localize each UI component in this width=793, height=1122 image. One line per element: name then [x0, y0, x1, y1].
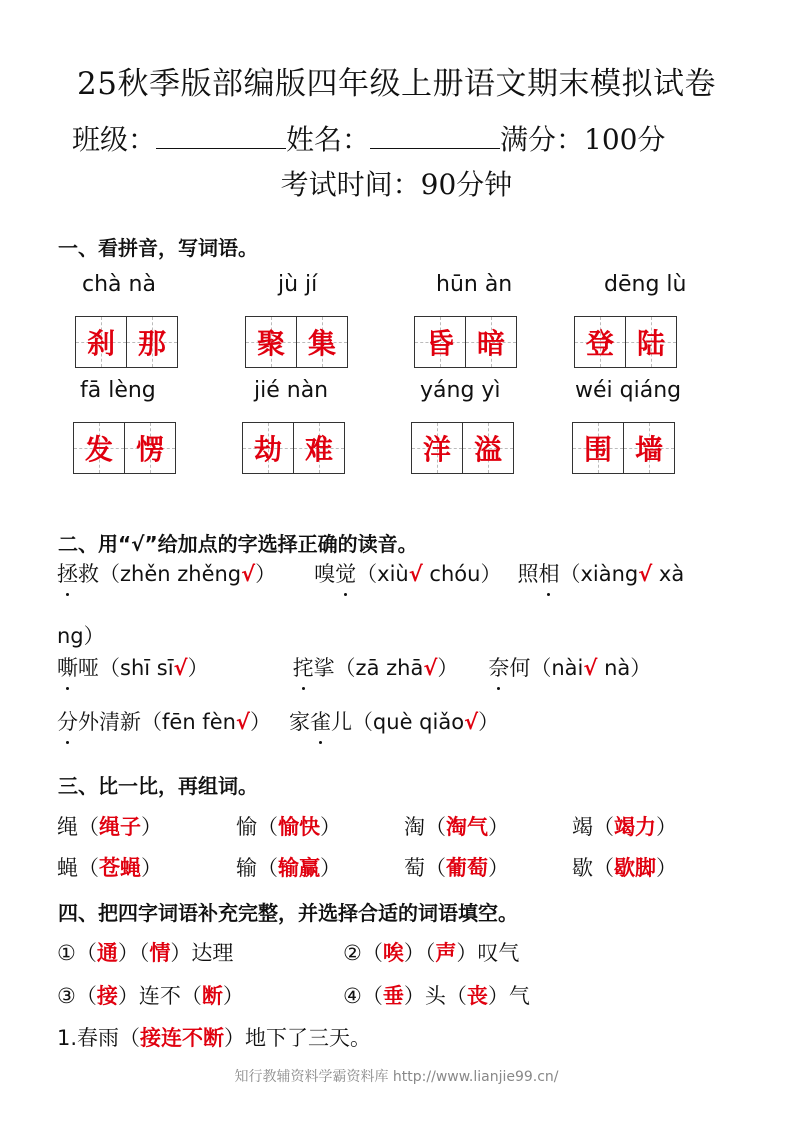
reading-text: ） — [478, 710, 500, 734]
idiom-answer[interactable]: 情 — [149, 941, 171, 965]
reading-text: ） — [255, 562, 277, 586]
idiom-text: ）（ — [117, 941, 150, 965]
reading-text: （xiàng — [559, 562, 639, 586]
dotted-char: 奈 — [488, 652, 509, 682]
dotted-char: 嘶 — [57, 652, 78, 682]
section-4-heading: 四、把四字词语补充完整，并选择合适的词语填空。 — [58, 901, 518, 925]
compare-answer[interactable]: 歇脚 — [614, 856, 656, 880]
name-label: 姓名： — [286, 123, 371, 156]
compare-char: 淘（ — [404, 815, 446, 839]
time-label: 考试时间：90分钟 — [280, 168, 513, 201]
reading-line-1-wrap: ng） — [57, 624, 105, 648]
idiom-text: ）叹气 — [456, 941, 520, 965]
char-box-8[interactable] — [572, 422, 675, 474]
idiom-text: ）头（ — [403, 984, 467, 1008]
compare-item-5 — [57, 852, 162, 882]
compare-close: ） — [320, 856, 341, 880]
idiom-text: ） — [222, 984, 244, 1008]
section-3-heading: 三、比一比，再组词。 — [58, 774, 258, 798]
idiom-text: ）连不（ — [117, 984, 202, 1008]
idiom-answer[interactable]: 通 — [96, 941, 118, 965]
idiom-text: ）气 — [487, 984, 530, 1008]
header-info — [72, 118, 665, 158]
sentence-text: 1.春雨（ — [57, 1026, 141, 1050]
pinyin-5: fā lèng — [80, 378, 156, 403]
reading-text: 救（zhěn zhěng — [78, 562, 242, 586]
compare-char: 蝇（ — [57, 856, 99, 880]
pinyin-3: hūn àn — [436, 272, 513, 297]
name-blank[interactable] — [370, 124, 500, 149]
idiom-answer[interactable]: 唉 — [382, 941, 404, 965]
class-blank[interactable] — [156, 124, 286, 149]
reading-text: xà — [652, 562, 685, 586]
compare-char: 愉（ — [236, 815, 278, 839]
reading-text: ） — [249, 710, 271, 734]
sentence-text: ）地下了三天。 — [224, 1026, 372, 1050]
dotted-char: 拯 — [57, 558, 78, 588]
footer-watermark: 知行教辅资料学霸资料库 http://www.lianjie99.cn/ — [234, 1069, 559, 1085]
compare-close: ） — [141, 815, 162, 839]
box-char: 聚 — [256, 327, 285, 360]
check-mark[interactable]: √ — [423, 656, 438, 680]
reading-text: 照 — [517, 562, 539, 586]
dotted-char: 分 — [57, 706, 78, 736]
compare-close: ） — [656, 856, 677, 880]
char-box-5[interactable] — [73, 422, 176, 474]
box-char: 那 — [137, 327, 166, 360]
reading-text: nà） — [597, 656, 652, 680]
compare-answer[interactable]: 输赢 — [278, 856, 320, 880]
idiom-text: ③（ — [57, 984, 97, 1008]
reading-text: ） — [437, 656, 459, 680]
compare-item-7 — [404, 852, 509, 882]
reading-text: ） — [187, 656, 209, 680]
char-box-7[interactable] — [411, 422, 514, 474]
reading-text: 家 — [288, 710, 310, 734]
compare-char: 绳（ — [57, 815, 99, 839]
box-char: 墙 — [634, 433, 663, 466]
box-char: 难 — [304, 433, 333, 466]
pinyin-7: yáng yì — [420, 378, 501, 403]
compare-answer[interactable]: 愉快 — [278, 815, 320, 839]
box-char: 登 — [585, 327, 614, 360]
char-box-6[interactable] — [242, 422, 345, 474]
reading-text: chóu） — [422, 562, 502, 586]
compare-answer[interactable]: 竭力 — [614, 815, 656, 839]
reading-text: 儿（què qiǎo — [330, 710, 465, 734]
check-mark[interactable]: √ — [408, 562, 423, 586]
box-char: 愣 — [135, 433, 164, 466]
idiom-text: ）达理 — [170, 941, 234, 965]
idiom-answer[interactable]: 丧 — [466, 984, 488, 1008]
section-1-heading: 一、看拼音，写词语。 — [58, 236, 258, 260]
check-mark[interactable]: √ — [235, 710, 250, 734]
compare-item-8 — [572, 852, 677, 882]
dotted-char: 相 — [538, 558, 559, 588]
box-char: 集 — [307, 327, 336, 360]
idiom-item-1 — [57, 937, 233, 967]
idiom-text: ①（ — [57, 941, 97, 965]
idiom-answer[interactable]: 断 — [201, 984, 223, 1008]
compare-char: 输（ — [236, 856, 278, 880]
compare-item-1 — [57, 811, 162, 841]
char-box-1[interactable] — [75, 316, 178, 368]
compare-close: ） — [488, 856, 509, 880]
box-char: 昏 — [425, 327, 454, 360]
box-char: 陆 — [636, 327, 665, 360]
compare-close: ） — [320, 815, 341, 839]
check-mark[interactable]: √ — [241, 562, 256, 586]
fill-sentence — [57, 1022, 371, 1052]
pinyin-1: chà nà — [82, 272, 156, 297]
reading-text: 哑（shī sī — [78, 656, 174, 680]
char-box-3[interactable] — [414, 316, 517, 368]
idiom-item-2 — [343, 937, 519, 967]
check-mark[interactable]: √ — [464, 710, 479, 734]
box-char: 洋 — [422, 433, 451, 466]
pinyin-8: wéi qiáng — [575, 378, 682, 403]
class-label: 班级： — [72, 123, 157, 156]
score-label: 满分：100分 — [500, 123, 666, 156]
dotted-char: 挓 — [293, 652, 314, 682]
idiom-answer[interactable]: 垂 — [382, 984, 404, 1008]
idiom-item-3 — [57, 980, 244, 1010]
check-mark[interactable]: √ — [173, 656, 188, 680]
pinyin-4: dēng lù — [604, 272, 687, 297]
compare-close: ） — [488, 815, 509, 839]
idiom-text: ④（ — [343, 984, 383, 1008]
box-char: 暗 — [476, 327, 505, 360]
compare-answer[interactable]: 绳子 — [99, 815, 141, 839]
check-mark[interactable]: √ — [638, 562, 653, 586]
char-box-2[interactable] — [245, 316, 348, 368]
idiom-answer[interactable]: 接 — [96, 984, 118, 1008]
reading-text: （xiù — [356, 562, 409, 586]
compare-answer[interactable]: 苍蝇 — [99, 856, 141, 880]
pinyin-6: jié nàn — [254, 378, 329, 403]
idiom-text: ②（ — [343, 941, 383, 965]
reading-text: 何（nài — [509, 656, 584, 680]
compare-item-6 — [236, 852, 341, 882]
check-mark[interactable]: √ — [583, 656, 598, 680]
dotted-char: 雀 — [310, 706, 331, 736]
idiom-answer[interactable]: 声 — [435, 941, 457, 965]
box-char: 溢 — [473, 433, 502, 466]
char-box-4[interactable] — [574, 316, 677, 368]
dotted-char: 觉 — [335, 558, 356, 588]
compare-item-2 — [236, 811, 341, 841]
reading-text: 嗅 — [314, 562, 336, 586]
pinyin-2: jù jí — [278, 272, 318, 297]
section-2-heading: 二、用“√”给加点的字选择正确的读音。 — [58, 532, 418, 556]
reading-line-3 — [57, 706, 499, 736]
box-char: 发 — [84, 433, 113, 466]
reading-text: 外清新（fēn fèn — [78, 710, 236, 734]
box-char: 围 — [583, 433, 612, 466]
compare-answer[interactable]: 淘气 — [446, 815, 488, 839]
compare-answer[interactable]: 葡萄 — [446, 856, 488, 880]
idiom-item-4 — [343, 980, 530, 1010]
idiom-text: ）（ — [403, 941, 436, 965]
reading-line-2 — [57, 652, 651, 682]
compare-char: 竭（ — [572, 815, 614, 839]
sentence-answer[interactable]: 接连不断 — [140, 1026, 225, 1050]
reading-line-1 — [57, 558, 684, 588]
page-title: 25秋季版部编版四年级上册语文期末模拟试卷 — [77, 66, 716, 102]
compare-close: ） — [141, 856, 162, 880]
compare-char: 歇（ — [572, 856, 614, 880]
compare-item-3 — [404, 811, 509, 841]
box-char: 刹 — [86, 327, 115, 360]
compare-close: ） — [656, 815, 677, 839]
compare-char: 萄（ — [404, 856, 446, 880]
reading-text: 挲（zā zhā — [313, 656, 424, 680]
compare-item-4 — [572, 811, 677, 841]
box-char: 劫 — [253, 433, 282, 466]
